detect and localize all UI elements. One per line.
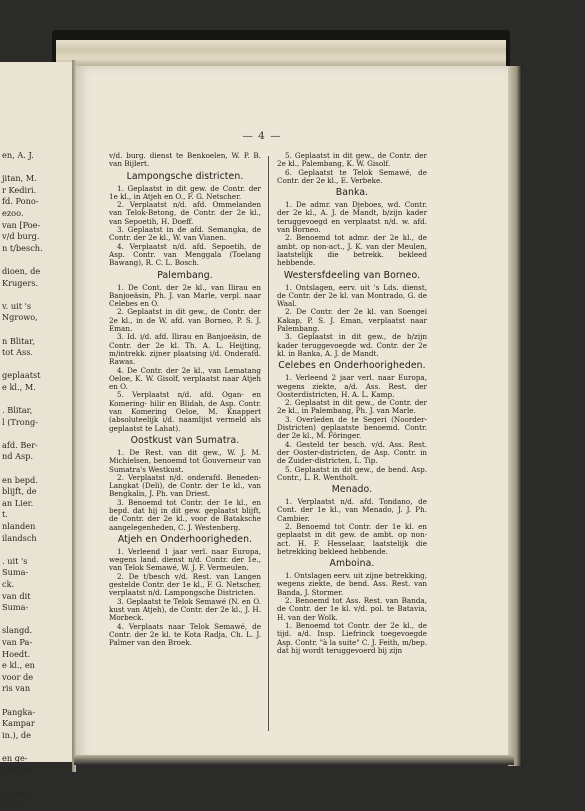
left-page-line: nlanden xyxy=(2,521,36,531)
section-heading: Banka. xyxy=(335,187,369,199)
entry-paragraph: 1. Verleend 1 jaar verl. naar Europa, wegens land. dienst n/d. Contr. der 1e., van Telok Semawé, W. J. F. Vermeulen. xyxy=(109,546,261,573)
entry-paragraph: 1. Ontslagen, eerv. uit 's Lds. dienst, de Contr. der 2e kl. van Montrado, G. de Waal. xyxy=(277,282,427,309)
section-heading: Oostkust van Sumatra. xyxy=(130,434,240,446)
left-page-line: n t/besch. xyxy=(2,242,43,253)
left-page-line: Kampar xyxy=(2,718,35,729)
column-divider xyxy=(268,156,269,731)
left-page-line: l (Trong- xyxy=(2,416,39,427)
entry-paragraph: 1. Verleend 2 jaar verl. naar Europa, wegens ziekte, a/d. Ass. Rest. der Oosterdistricten, H. A. L. Kamp. xyxy=(277,373,427,399)
bottom-page-edges xyxy=(74,755,514,765)
left-page-line xyxy=(0,463,72,475)
section-heading: Atjeh en Onderhoorigheden. xyxy=(117,533,253,545)
entry-paragraph: 2. De t/besch v/d. Rest. van Langen gestelde Contr. der 1e kl., F. G. Netscher, verplaatst n/d. Lampongsche Districten. xyxy=(109,571,261,598)
section-heading: Menado. xyxy=(331,484,373,496)
left-page-line xyxy=(0,614,72,626)
left-page-line: ambt- xyxy=(2,799,26,810)
left-page-line: tot Ass. xyxy=(2,347,34,358)
left-page-line: Pangka- xyxy=(2,706,36,717)
entry-paragraph: 5. Geplaatst in dit gew., de bend. Asp. Contr., L. R. Wentholt. xyxy=(277,464,427,482)
left-page-line xyxy=(0,254,72,266)
entry-paragraph: 5. Geplaatst in dit gew., de Contr. der 2e kl., Palembang, K. W. Gisolf. xyxy=(277,151,427,169)
left-column xyxy=(109,152,261,647)
left-page-line: Ngrowo, xyxy=(2,312,38,323)
entry-paragraph: 1. Benoemd tot Contr. der 2e kl., de tijd. a/d. Insp. Liefrinck toegevoegde Asp. Contr. "à la suite" C. J. Feith, m/bep. dat hij wordt teruggevoerd bij zijn xyxy=(277,620,427,655)
left-page-line: Suma- xyxy=(2,567,29,578)
left-page-line xyxy=(0,428,72,440)
left-page-line: er Om. xyxy=(2,787,31,798)
left-page-line: . Blitar, xyxy=(2,405,33,416)
entry-paragraph: 3. Geplaatst in dit gew., de b/zijn kader teruggevoegde wd. Contr. der 2e kl. in Banka, A. J. de Mandt. xyxy=(277,332,427,358)
left-page-line xyxy=(0,741,72,753)
entry-paragraph: 1. Geplaatst in dit gew. de Contr. der 1e kl., in Atjeh en O., F. G. Netscher. xyxy=(109,183,261,201)
left-page-line: t. xyxy=(2,509,8,520)
entry-paragraph: 1. De Rest. van dit gew., W. J. M. Michielsen, benoemd tot Gouverneur van Sumatra's Westkust. xyxy=(109,447,261,474)
entry-paragraph: 1. Verplaatst n/d. afd. Tondano, de Cont. der 1e kl., van Menado, J. J. Ph. Cambier. xyxy=(277,497,427,523)
left-page-line: . uit 's xyxy=(2,555,28,566)
left-page-line xyxy=(0,289,72,301)
left-page-line: ck. xyxy=(2,578,15,589)
entry-paragraph: 1. De Cont. der 2e kl., van Ilirau en Banjoeäsin, Ph. J. van Marle, verpl. naar Celebes en O. xyxy=(109,282,261,309)
left-page-line: mbt. te xyxy=(2,764,32,775)
left-page-line: r Kediri. xyxy=(2,184,37,195)
left-page-line: n Blitar, xyxy=(2,335,35,346)
section-heading: Westersfdeeling van Borneo. xyxy=(283,269,421,281)
entry-paragraph: 3. Benoemd tot Contr. der 1e kl., en bepd. dat hij in dit gew. geplaatst blijft, de Contr. der 2e kl., voor de Bataksche aangelegenheden, C. J. Westenberg. xyxy=(109,497,261,532)
left-page-line xyxy=(0,162,72,174)
entry-paragraph: 4. Verplaatst n/d. afd. Sepoetih, de Asp. Contr. van Menggala (Toelang Bawang), R. C. L. Bosch. xyxy=(109,241,261,268)
left-page-line xyxy=(0,324,72,336)
left-page-line: slangd. xyxy=(2,625,33,636)
left-page-line: ilandsch xyxy=(2,532,37,543)
entry-paragraph: 2. Verplaatst n/d. onderafd. Beneden-Langkat (Deli), de Contr. der 1e kl., van Bengkalis, J. Ph. van Driest. xyxy=(109,472,261,499)
entry-paragraph: 2. Benoemd tot Contr. der 1e kl. en geplaatst in dit gew. de ambt. op non-act. H. F. Hesselaar, laatstelijk die betrekking bekleed hebbende. xyxy=(277,521,427,556)
left-page xyxy=(0,62,74,810)
left-page-line: dioen, de xyxy=(2,265,41,276)
left-page-line: van dit xyxy=(2,590,31,601)
left-page-line: Hoedt. xyxy=(2,648,31,659)
entry-paragraph: 4. Gesteld ter besch. v/d. Ass. Rest. der Ooster-districten, de Asp. Contr. in de Zuider-districten, L. Tip. xyxy=(277,439,427,466)
entry-paragraph: 1. De admr. van Djeboes, wd. Contr. der 2e kl., A. J. de Mandt, b/zijn kader teruggevoegd en verplaatst n/d. w. afd. van Borneo. xyxy=(277,200,427,235)
left-page-line: v/d burg. xyxy=(2,231,40,242)
entry-paragraph: 5. Verplaatst n/d. afd. Ogan- en Komering- hilir en Blidah, de Asp. Contr. van Komering Oeloe, M. Knappert (absoluteelijk i/d. naamlijst vermeld als geplaatst te Lahat). xyxy=(109,390,261,433)
section-heading: Celebes en Onderhoorigheden. xyxy=(278,360,426,372)
entry-paragraph: 1. Ontslagen eerv. uit zijne betrekking, wegens ziekte, de bend. Ass. Rest. van Banda, J. Stormer. xyxy=(277,571,427,597)
left-page-line: nd Asp. xyxy=(2,451,34,462)
entry-paragraph: 3. Geplaatst te Telok Semawé (N. en O. kust van Atjeh), de Contr. der 2e kl., J. H. Morbeck. xyxy=(109,596,261,623)
left-page-line xyxy=(0,359,72,371)
left-page-line: jitan, M. xyxy=(2,173,37,184)
page-edges xyxy=(56,40,506,66)
left-page-line: afd. Ber- xyxy=(2,439,38,450)
entry-paragraph: 2. Verplaatst n/d. afd. Ommelanden van Telok-Betong, de Contr. der 2e kl., van Sepoetih, H. Doeff. xyxy=(109,200,261,226)
left-page-line: voor de xyxy=(2,671,34,682)
left-page-line xyxy=(0,695,72,707)
left-page-line: ezoo. xyxy=(2,207,24,218)
entry-paragraph: 2. Geplaatst in dit gew., de Contr. der 2e kl., in de W. afd. van Borneo, P. S. J. Eman. xyxy=(109,307,261,334)
left-page-line: geplaatst xyxy=(2,370,41,381)
page-number: — 4 — xyxy=(242,130,282,142)
left-page-line: blijft, de xyxy=(2,486,37,497)
left-page-line: en ge- xyxy=(2,752,28,763)
section-heading: Lampongsche districten. xyxy=(126,170,244,182)
section-heading: Amboina. xyxy=(329,558,375,570)
entry-paragraph: 2. De Contr. der 2e kl. van Soengei Kakap, P. S. J. Eman, verplaatst naar Palembang. xyxy=(277,307,427,334)
left-page-line: Krugers. xyxy=(2,277,39,288)
entry-paragraph: 2. Benoemd tot Ass. Rest. van Banda, de Contr. der 1e kl. v/d. pol. te Batavia, H. van der Wolk. xyxy=(277,596,427,622)
left-page-line xyxy=(0,393,72,405)
section-heading: Palembang. xyxy=(157,269,213,281)
left-page-line: Suma- xyxy=(2,602,29,613)
left-page-line: fd. Pono- xyxy=(2,196,39,207)
entry-paragraph: 3. Id. i/d. afd. Ilirau en Banjoeäsin, de Contr. der 2e kl. Th. A. L. Heijting, m/intrekk. zijner plaatsing i/d. Onderafd. Rawas. xyxy=(109,332,261,367)
right-column xyxy=(277,152,427,655)
left-page-line: ris van xyxy=(2,683,31,694)
left-page-line: v. uit 's xyxy=(2,300,32,311)
left-page-line: van [Poe- xyxy=(2,219,41,230)
left-page-line: in.), de xyxy=(2,729,31,740)
entry-paragraph: 6. Geplaatst te Telok Semawé, de Contr. der 2e kl., E. Verbeke. xyxy=(277,167,427,185)
entry-paragraph: 2. Benoemd tot admr. der 2e kl., de ambt. op non-act., J. K. van der Meulen, laatstelijk die betrekk. bekleed hebbende. xyxy=(277,233,427,268)
left-page-line xyxy=(0,776,72,788)
entry-paragraph: 4. De Contr. der 2e kl., van Lematang Oeloe, K. W. Gisolf, verplaatst naar Atjeh en O. xyxy=(109,365,261,392)
entry-paragraph: 3. Geplaatst in de afd. Semangka, de Contr. der 2e kl., W. van Vianen. xyxy=(109,225,261,243)
left-page-line: en, A. J. xyxy=(2,150,34,160)
right-page-edge xyxy=(508,66,522,766)
left-page-line: van Pa- xyxy=(2,636,33,647)
entry-paragraph: 4. Verplaats naar Telok Semawé, de Contr. der 2e kl. te Kota Radja, Ch. L. J. Palmer van den Broek. xyxy=(109,621,261,648)
left-page-line xyxy=(0,544,72,556)
entry-paragraph: v/d. burg. dienst te Benkoelen, W. P. B. van Bijlert. xyxy=(109,151,261,169)
entry-paragraph: 2. Geplaatst in dit gew., de Contr. der 2e kl., in Palembang, Ph. J. van Marle. xyxy=(277,398,427,416)
left-page-line: e kl., en xyxy=(2,660,35,671)
left-page-line: en bepd. xyxy=(2,474,38,485)
left-page-line: an Lier. xyxy=(2,497,34,508)
left-page-text xyxy=(0,62,72,811)
left-page-line: e kl., M. xyxy=(2,381,36,392)
entry-paragraph: 3. Overleden de te Segeri (Noorder-Districten) geplaatste benoemd. Contr. der 2e kl., M. Föringer. xyxy=(277,414,427,441)
